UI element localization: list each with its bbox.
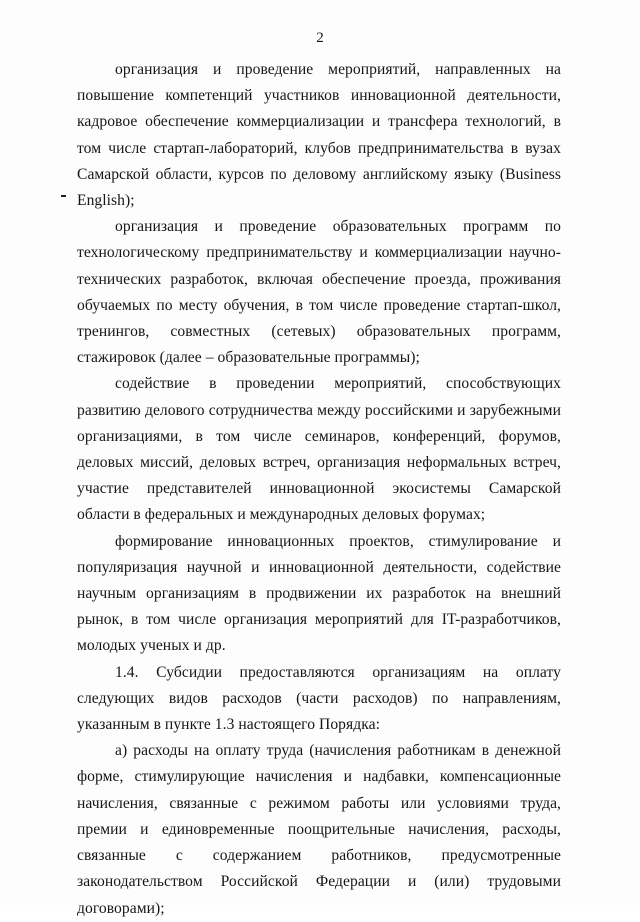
scan-artifact bbox=[61, 195, 66, 197]
page-number: 2 bbox=[316, 30, 324, 46]
paragraph-labor-expenses: а) расходы на оплату труда (начисления работникам в денежной форме, стимулирующие начисления и надбавки, компенсационные начисления, связанные с режимом работы или условиями труда, премии и единовременные поощрительные начисления, расходы, связанные с содержанием работников, предусмотренные законодательством Российской Федерации и (или) трудовыми договорами); bbox=[77, 742, 561, 917]
paragraph-events-competence: организация и проведение мероприятий, направленных на повышение компетенций участников инновационной деятельности, кадровое обеспечение коммерциализации и трансфера технологий, в том числе стартап-лабораторий, клубов предпринимательства в вузах Самарской области, курсов по деловому английскому языку (Business English); bbox=[77, 61, 561, 210]
paragraph-business-cooperation: содействие в проведении мероприятий, способствующих развитию делового сотрудничества между российскими и зарубежными организациями, в том числе семинаров, конференций, форумов, деловых миссий, деловых встреч, организация неформальных встреч, участие представителей инновационной экосистемы Самарской области в федеральных и международных деловых форумах; bbox=[77, 375, 561, 524]
paragraph-subsidies-clause: 1.4. Субсидии предоставляются организациям на оплату следующих видов расходов (части расходов) по направлениям, указанным в пункте 1.3 настоящего Порядка: bbox=[77, 663, 561, 734]
paragraph-innovation-projects: формирование инновационных проектов, стимулирование и популяризация научной и инновационной деятельности, содействие научным организациям в продвижении их разработок на внешний рынок, в том числе организация мероприятий для IT-разработчиков, молодых ученых и др. bbox=[77, 532, 561, 655]
paragraph-educational-programs: организация и проведение образовательных программ по технологическому предпринимательству и коммерциализации научно-технических разработок, включая обеспечение проезда, проживания обучаемых по месту обучения, в том числе проведение стартап-школ, тренингов, совместных (сетевых) образовательных программ, стажировок (далее – образовательные программы); bbox=[77, 218, 561, 367]
document-body bbox=[77, 57, 561, 922]
